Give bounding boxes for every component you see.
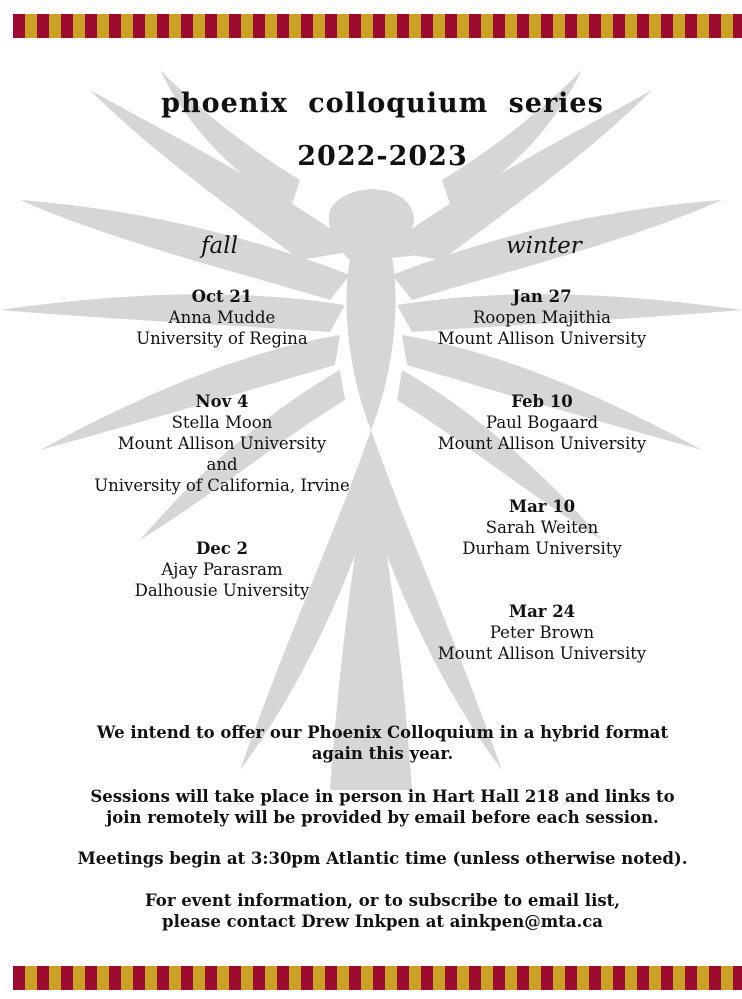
- talk-entry: [382, 286, 702, 349]
- speaker-name: Anna Mudde: [168, 308, 276, 327]
- speaker-affiliation: Mount Allison University: [437, 329, 647, 348]
- talk-date: Feb 10: [511, 392, 573, 411]
- info-line: For event information, or to subscribe to email list,: [145, 891, 620, 910]
- speaker-affiliation: Durham University: [462, 539, 622, 558]
- info-line: join remotely will be provided by email before each session.: [106, 808, 659, 827]
- speaker-affiliation: University of Regina: [136, 329, 308, 348]
- speaker-name: Paul Bogaard: [485, 413, 599, 432]
- talk-date: Mar 10: [508, 497, 576, 516]
- sessions-location-note: [0, 786, 742, 828]
- speaker-name: Roopen Majithia: [473, 308, 611, 327]
- speaker-name: Ajay Parasram: [161, 560, 283, 579]
- hybrid-format-note: [0, 722, 742, 764]
- speaker-name: Stella Moon: [171, 413, 273, 432]
- info-line: Sessions will take place in person in Hart Hall 218 and links to: [90, 787, 675, 806]
- contact-email-line: please contact Drew Inkpen at ainkpen@mta.ca: [162, 912, 603, 931]
- talk-date: Mar 24: [508, 602, 576, 621]
- speaker-affiliation: Mount Allison University: [117, 434, 327, 453]
- speaker-name: Peter Brown: [489, 623, 595, 642]
- talk-entry: [382, 496, 702, 559]
- talk-date: Oct 21: [191, 287, 253, 306]
- talk-entry: [62, 538, 382, 601]
- meeting-time-note: [0, 848, 742, 869]
- info-line: Meetings begin at 3:30pm Atlantic time (unless otherwise noted).: [77, 849, 688, 868]
- speaker-affiliation: University of California, Irvine: [94, 476, 350, 495]
- winter-heading: winter: [506, 233, 582, 259]
- bottom-border-stripe: [13, 966, 742, 990]
- top-border-stripe: [13, 14, 742, 38]
- talk-entry: [62, 391, 382, 496]
- speaker-name: Sarah Weiten: [485, 518, 599, 537]
- talk-date: Jan 27: [512, 287, 572, 306]
- info-line: again this year.: [311, 744, 454, 763]
- talk-entry: [382, 601, 702, 664]
- affiliation-conjunction: and: [206, 455, 238, 474]
- page-subtitle-years: 2022-2023: [297, 141, 468, 172]
- info-line: We intend to offer our Phoenix Colloquium in a hybrid format: [96, 723, 669, 742]
- talk-date: Nov 4: [195, 392, 249, 411]
- fall-heading: fall: [201, 233, 238, 259]
- talk-date: Dec 2: [195, 539, 249, 558]
- speaker-affiliation: Mount Allison University: [437, 434, 647, 453]
- page-title: phoenix colloquium series: [161, 88, 604, 119]
- speaker-affiliation: Mount Allison University: [437, 644, 647, 663]
- talk-entry: [62, 286, 382, 349]
- speaker-affiliation: Dalhousie University: [134, 581, 310, 600]
- talk-entry: [382, 391, 702, 454]
- contact-note: [0, 890, 742, 932]
